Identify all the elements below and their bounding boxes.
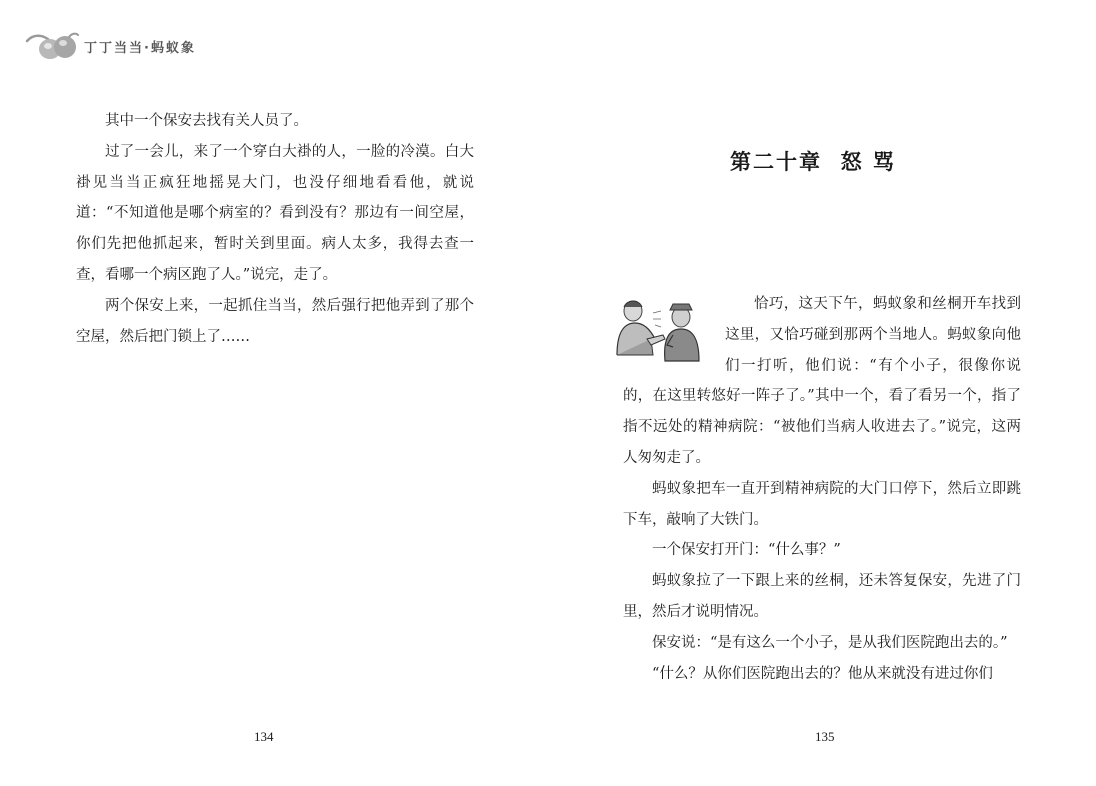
page-number-right: 135 (815, 729, 835, 744)
series-logo-text: 丁丁当当·蚂蚁象 (84, 40, 196, 56)
page-number-left: 134 (254, 729, 274, 744)
chapter-title: 第二十章 怒 骂 (730, 149, 896, 174)
paragraph: 过了一会儿，来了一个穿白大褂的人，一脸的冷漠。白大褂见当当正疯狂地摇晃大门，也没仔细地看看他，就说道：“不知道他是哪个病室的？看到没有？那边有一间空屋，你们先把他抓起来，暂时关到里面。病人太多，我得去查一查，看哪一个病区跑了人。”说完，走了。 (76, 143, 474, 283)
gourd-logo-icon (24, 29, 80, 63)
paragraph: “什么？从你们医院跑出去的？他从来就没有进过你们 (652, 665, 993, 682)
paragraph: 保安说：“是有这么一个小子，是从我们医院跑出去的。” (652, 634, 1008, 651)
paragraph: 蚂蚁象拉了一下跟上来的丝桐，还未答复保安，先进了门里，然后才说明情况。 (623, 573, 1021, 620)
paragraph: 一个保安打开门：“什么事？” (652, 542, 841, 559)
right-page-body (623, 289, 1021, 689)
paragraph: 蚂蚁象把车一直开到精神病院的大门口停下，然后立即跳下车，敲响了大铁门。 (623, 480, 1021, 528)
left-page-body (76, 106, 474, 352)
series-logo (24, 28, 196, 64)
paragraph: 两个保安上来，一起抓住当当，然后强行把他弄到了那个空屋，然后把门锁上了…… (76, 297, 474, 345)
paragraph: 恰巧，这天下午，蚂蚁象和丝桐开车找到这里，又恰巧碰到那两个当地人。蚂蚁象向他们一打听，他们说：“有个小子，很像你说的，在这里转悠好一阵子了。”其中一个，看了看另一个，指了指不远处的精神病院：“被他们当病人收进去了。”说完，这两人匆匆走了。 (623, 296, 1021, 466)
illustration-wrap-space (623, 289, 725, 369)
paragraph: 其中一个保安去找有关人员了。 (105, 113, 308, 129)
